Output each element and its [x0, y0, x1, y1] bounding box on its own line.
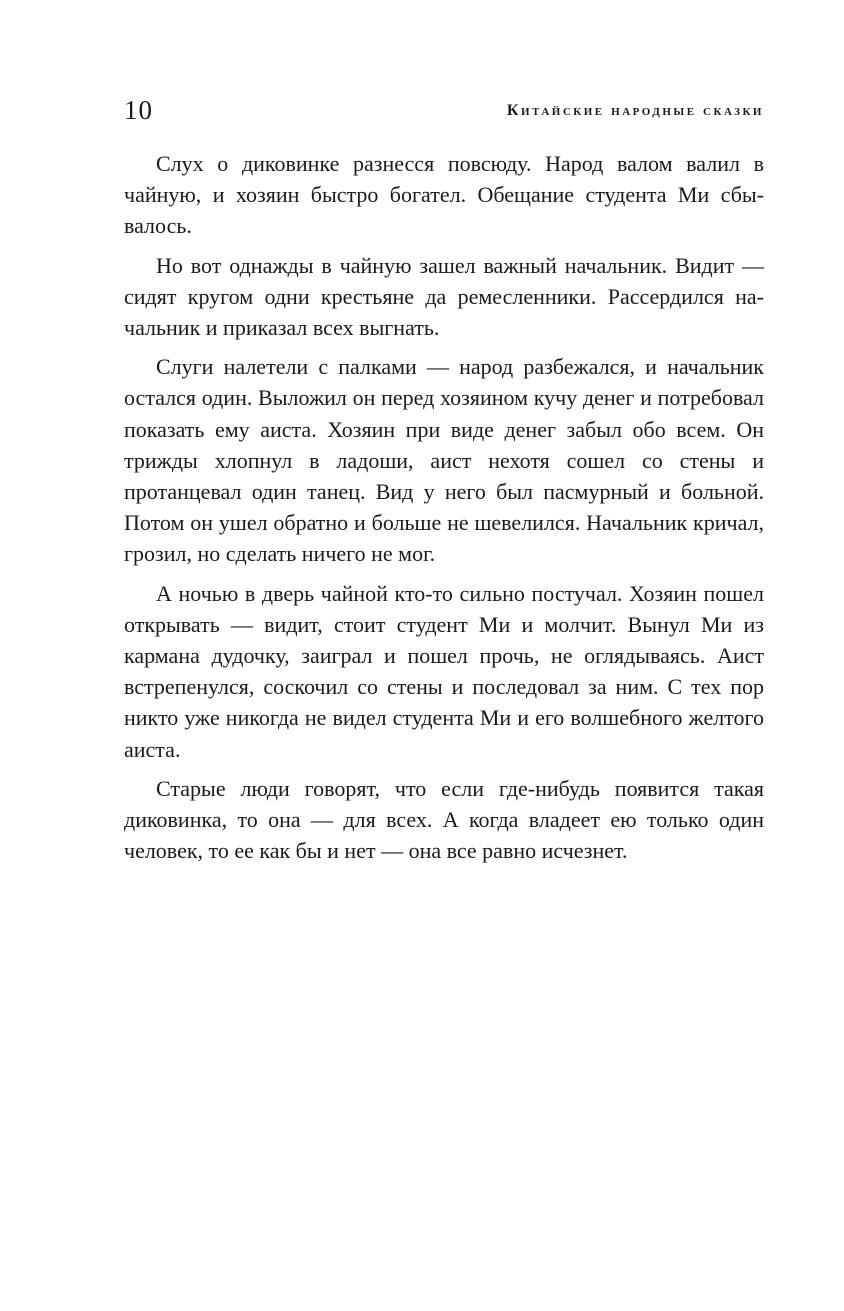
paragraph: Слух о диковинке разнесся повсюду. Народ валом валил в чайную, и хозяин быстро богател. Обещание студента Ми сбывалось.	[124, 151, 764, 239]
paragraph: Но вот однажды в чайную зашел важный начальник. Видит — сидят кругом одни крестьяне да ремесленники. Рассердился начальник и приказал всех выгнать.	[124, 252, 764, 341]
body-text	[124, 148, 764, 874]
page-number: 10	[124, 95, 153, 125]
paragraph: А ночью в дверь чайной кто-то сильно постучал. Хозяин пошел открывать — видит, стоит студент Ми и молчит. Вынул Ми из кармана дудочку, заиграл и пошел прочь, не оглядываясь. Аист встрепенулся, соскочил со стены и последовал за ним. С тех пор никто уже никогда не видел студента Ми и его волшебного желтого аиста.	[124, 580, 764, 762]
running-head	[124, 94, 764, 126]
book-title: Китайские народные сказки	[506, 102, 764, 119]
paragraph: Старые люди говорят, что если где-нибудь появится такая диковинка, то она — для всех. А когда владеет ею только один человек, то ее как бы и нет — она все равно исчезнет.	[124, 775, 764, 864]
paragraph: Слуги налетели с палками — народ разбежался, и начальник остался один. Выложил он перед хозяином кучу денег и потребовал показать ему аиста. Хозяин при виде денег забыл обо всем. Он трижды хлопнул в ладоши, аист нехотя сошел со стены и протанцевал один танец. Вид у него был пасмурный и больной. Потом он ушел обратно и больше не шевелился. Начальник кричал, грозил, но сделать ничего не мог.	[124, 354, 764, 567]
